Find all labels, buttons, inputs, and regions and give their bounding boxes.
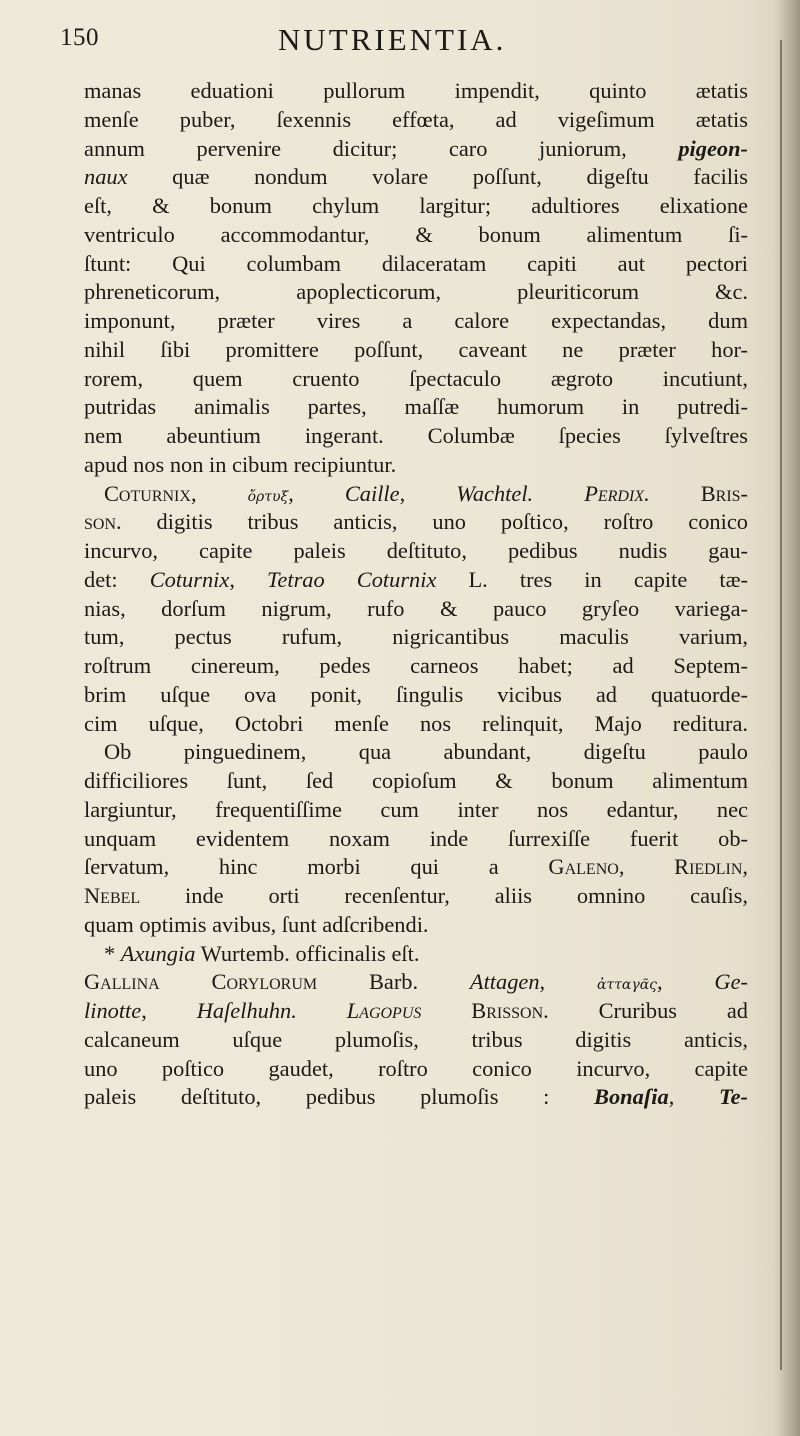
text-line: [84, 968, 748, 997]
text-line: [84, 738, 748, 767]
text-segment: ,: [657, 969, 715, 995]
text-segment: ὄρτυξ: [247, 488, 289, 505]
text-line: [84, 422, 748, 451]
text-segment: unquam evidentem noxam inde ſurrexiſſe fuerit ob-: [84, 825, 748, 851]
text-segment: Galeno: [548, 854, 619, 880]
page-edge-line: [780, 40, 782, 1370]
text-segment: det:: [84, 566, 150, 592]
text-segment: incurvo, capite paleis deſtituto, pedibus nudis gau-: [84, 538, 748, 563]
text-segment: apud nos non in cibum recipiuntur.: [84, 451, 397, 477]
text-segment: ,: [742, 854, 748, 880]
text-segment: quæ nondum volare poſſunt, digeſtu facilis: [127, 164, 748, 190]
text-segment: Perdix.: [584, 480, 650, 506]
text-line: [84, 508, 748, 537]
text-line: [84, 911, 748, 940]
text-line: [84, 135, 748, 164]
text-line: [84, 940, 748, 969]
text-segment: *: [104, 940, 121, 966]
text-segment: [650, 481, 701, 506]
text-line: [84, 652, 748, 681]
text-line: [84, 192, 748, 221]
text-segment: Te-: [718, 1084, 748, 1110]
text-segment: putridas animalis partes, maſſæ humorum in putredi-: [84, 394, 748, 420]
text-line: [84, 77, 748, 106]
text-segment: [421, 998, 471, 1023]
text-line: [84, 336, 748, 365]
page-edge-shadow: [774, 0, 800, 1436]
text-segment: manas eduationi pullorum impendit, quinto ætatis: [84, 78, 748, 103]
text-line: [84, 997, 748, 1026]
text-line: [84, 882, 748, 911]
text-segment: ſtunt: Qui columbam dilaceratam capiti aut pectori: [84, 250, 748, 276]
text-segment: [533, 481, 584, 506]
text-segment: Haſelhuhn.: [196, 998, 297, 1023]
text-segment: ſervatum, hinc morbi qui a: [84, 854, 549, 880]
text-line: [84, 796, 748, 825]
text-line: [84, 681, 748, 710]
text-segment: ventriculo accommodantur, & bonum alimentum ſi-: [84, 221, 748, 247]
text-segment: uno poſtico gaudet, roſtro conico incurvo, capite: [84, 1055, 748, 1081]
text-segment: Riedlin: [674, 854, 743, 880]
text-segment: digitis tribus anticis, uno poſtico, roſtro conico: [121, 509, 748, 535]
text-line: [84, 853, 748, 882]
text-segment: brim uſque ova ponit, ſingulis vicibus ad quatuorde-: [84, 681, 748, 707]
text-segment: son.: [84, 509, 122, 535]
text-segment: Brisson.: [471, 998, 549, 1023]
text-segment: nihil ſibi promittere poſſunt, caveant ne præter hor-: [84, 336, 748, 362]
text-segment: ,: [229, 566, 268, 592]
text-segment: ,: [288, 480, 345, 506]
text-line: [84, 710, 748, 739]
text-segment: Coturnix: [149, 566, 230, 592]
page-header: [60, 18, 750, 58]
text-segment: calcaneum uſque plumoſis, tribus digitis anticis,: [84, 1026, 748, 1052]
text-segment: imponunt, præter vires a calore expectandas, dum: [84, 308, 748, 333]
text-line: [84, 393, 748, 422]
text-segment: Cruribus ad: [548, 998, 748, 1023]
text-line: [84, 1026, 748, 1055]
text-line: [84, 1055, 748, 1084]
text-line: [84, 825, 748, 854]
text-segment: L. tres in capite tæ-: [436, 566, 748, 592]
text-line: [84, 1083, 748, 1112]
text-segment: linotte: [84, 998, 142, 1023]
text-segment: quam optimis avibus, ſunt adſcribendi.: [84, 911, 429, 937]
text-segment: pigeon-: [678, 135, 748, 161]
text-line: [84, 278, 748, 307]
text-segment: Coturnix: [104, 480, 191, 506]
text-segment: naux: [84, 164, 128, 190]
text-segment: nem abeuntium ingerant. Columbæ ſpecies ſylveſtres: [84, 423, 748, 448]
text-line: [84, 163, 748, 192]
text-segment: Bris-: [700, 480, 749, 506]
text-line: [84, 767, 748, 796]
text-line: [84, 365, 748, 394]
page-number: 150: [60, 24, 99, 51]
text-segment: inde orti recenſentur, aliis omnino cauſis,: [140, 883, 748, 908]
text-line: [84, 250, 748, 279]
text-line: [84, 221, 748, 250]
text-segment: difficiliores ſunt, ſed copioſum & bonum alimentum: [84, 768, 748, 793]
text-segment: phreneticorum, apoplecticorum, pleuriticorum &c.: [84, 279, 748, 305]
text-segment: Wachtel.: [456, 480, 534, 506]
text-segment: Ge-: [714, 969, 748, 995]
text-segment: [297, 998, 347, 1023]
text-line: [84, 106, 748, 135]
text-line: [84, 623, 748, 652]
text-segment: Axungia: [120, 940, 196, 966]
running-title: NUTRIENTIA.: [278, 22, 507, 57]
text-segment: ,: [399, 480, 457, 506]
body-text: [84, 77, 748, 1112]
text-segment: ,: [539, 969, 597, 995]
text-segment: menſe puber, ſexennis effœta, ad vigeſimum ætatis: [84, 106, 748, 132]
text-segment: ,: [141, 998, 197, 1023]
text-segment: ,: [618, 854, 675, 880]
text-segment: nias, dorſum nigrum, rufo & pauco gryſeo variega-: [84, 595, 748, 621]
text-segment: Bonaſia: [594, 1084, 669, 1110]
text-segment: rorem, quem cruento ſpectaculo ægroto incutiunt,: [84, 365, 748, 391]
text-segment: Nebel: [84, 883, 141, 908]
text-segment: Barb.: [317, 969, 470, 995]
text-segment: ,: [668, 1084, 719, 1110]
text-segment: Tetrao Coturnix: [267, 566, 437, 592]
text-segment: ,: [190, 480, 248, 506]
text-line: [84, 537, 748, 566]
text-segment: largiuntur, frequentiſſime cum inter nos edantur, nec: [84, 796, 748, 822]
text-segment: roſtrum cinereum, pedes carneos habet; ad Septem-: [84, 653, 748, 678]
text-line: [84, 451, 748, 480]
text-line: [84, 566, 748, 595]
text-line: [84, 595, 748, 624]
text-line: [84, 307, 748, 336]
text-segment: cim uſque, Octobri menſe nos relinquit, Majo reditura.: [84, 710, 748, 736]
text-segment: paleis deſtituto, pedibus plumoſis :: [84, 1084, 595, 1110]
text-segment: Lagopus: [346, 998, 422, 1023]
text-segment: Caille: [344, 480, 400, 506]
text-segment: ἀτταγᾶς: [596, 977, 658, 994]
text-segment: tum, pectus rufum, nigricantibus maculis varium,: [84, 624, 748, 650]
text-line: [84, 480, 748, 509]
text-segment: Ob pinguedinem, qua abundant, digeſtu paulo: [104, 739, 748, 765]
text-segment: Wurtemb. officinalis eſt.: [195, 940, 420, 966]
text-segment: Attagen: [469, 969, 540, 995]
text-segment: eſt, & bonum chylum largitur; adultiores elixatione: [84, 193, 748, 218]
text-segment: annum pervenire dicitur; caro juniorum,: [84, 135, 679, 161]
text-segment: Gallina Corylorum: [84, 969, 318, 995]
